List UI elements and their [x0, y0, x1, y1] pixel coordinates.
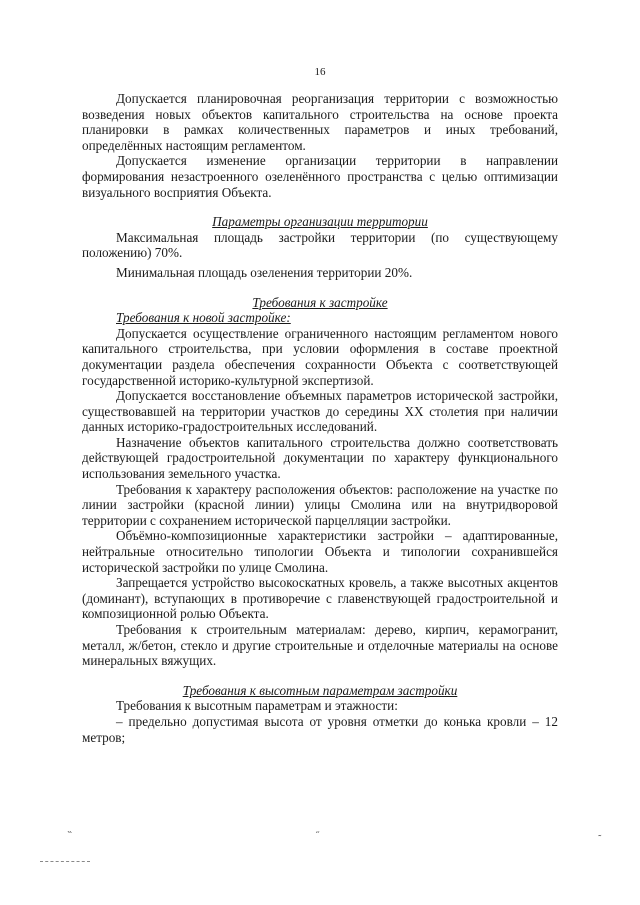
paragraph: – предельно допустимая высота от уровня отметки до конька кровли – 12 метров; [82, 713, 558, 745]
document-body [82, 91, 558, 745]
paragraph: Допускается планировочная реорганизация территории с возможностью возведения новых объектов капитального строительства на основе проекта планировки в рамках количественных параметров и иных требований, определённых настоящим регламентом. [82, 91, 558, 153]
paragraph: Объёмно-композиционные характеристики застройки – адаптированные, нейтральные относительно типологии Объекта и типологии сохранившейся исторической застройки по улице Смолина. [82, 528, 558, 575]
paragraph: Допускается восстановление объемных параметров исторической застройки, существовавшей на территории участков до середины XX столетия при наличии данных историко-градостроительных исследований. [82, 388, 558, 435]
scan-mark: ˶ [316, 826, 320, 837]
paragraph: Максимальная площадь застройки территории (по существующему положению) 70%. [82, 229, 558, 261]
paragraph: Запрещается устройство высокоскатных кровель, а также высотных акцентов (доминант), вступающих в противоречие с главенствующей градостроительной и композиционной ролью Объекта. [82, 575, 558, 622]
subsection-heading: Требования к новой застройке: [116, 310, 291, 326]
scan-mark: ˵ [68, 826, 72, 837]
paragraph: Назначение объектов капитального строительства должно соответствовать действующей градостроительной документации по характеру функционального использования земельного участка. [82, 434, 558, 482]
paragraph: Минимальная площадь озеленения территории 20%. [116, 264, 413, 280]
scan-mark: ˷ [598, 826, 602, 837]
scan-artifact-line [40, 861, 90, 862]
paragraph: Требования к характеру расположения объектов: расположение на участке по линии застройки (красной линии) улицы Смолина или на внутридворовой территории с сохранением исторической парцелляции застройки. [82, 481, 558, 528]
section-heading: Требования к застройке [252, 294, 388, 310]
section-heading: Требования к высотным параметрам застройки [182, 682, 458, 698]
paragraph: Требования к строительным материалам: дерево, кирпич, керамогранит, металл, ж/бетон, стекло и другие строительные и отделочные материалы на основе минеральных вяжущих. [82, 622, 558, 669]
paragraph: Требования к высотным параметрам и этажности: [116, 698, 398, 714]
page-number: 16 [314, 66, 326, 78]
paragraph: Допускается осуществление ограниченного настоящим регламентом нового капитального строительства, при условии оформления в составе проектной документации раздела обеспечения сохранности Объекта с соответствующей государственной историко-культурной экспертизой. [82, 325, 558, 388]
section-heading: Параметры организации территории [212, 214, 428, 230]
paragraph: Допускается изменение организации территории в направлении формирования незастроенного озеленённого пространства с целью оптимизации визуального восприятия Объекта. [82, 153, 558, 200]
